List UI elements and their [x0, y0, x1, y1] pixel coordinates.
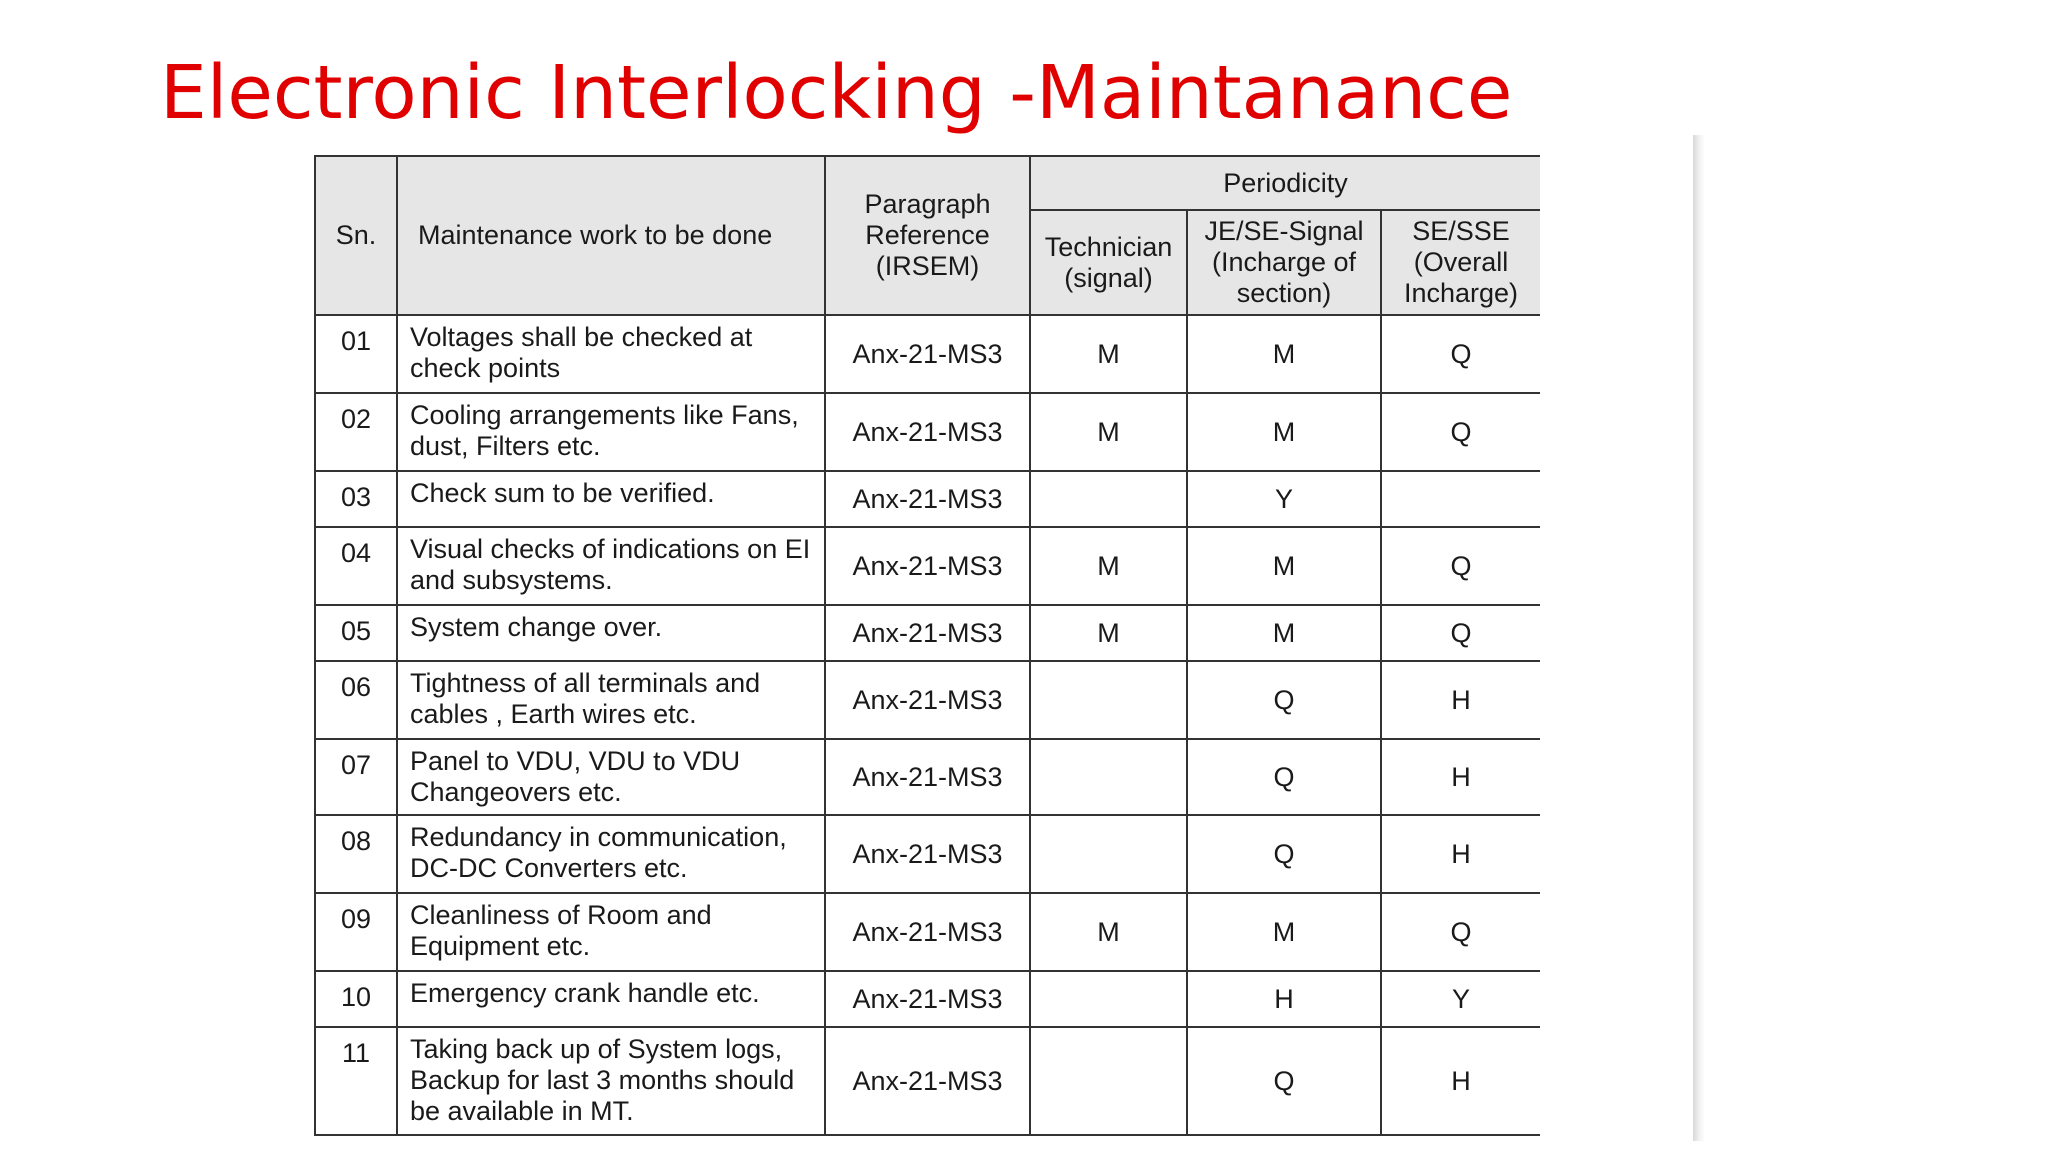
cell-sn: 06 — [315, 661, 397, 739]
cell-work: Visual checks of indications on EI and subsystems. — [397, 527, 825, 605]
cell-work: Cleanliness of Room and Equipment etc. — [397, 893, 825, 971]
cell-sn: 03 — [315, 471, 397, 527]
cell-technician: M — [1030, 893, 1187, 971]
cell-je-se: H — [1187, 971, 1381, 1027]
cell-technician — [1030, 1027, 1187, 1135]
cell-technician — [1030, 739, 1187, 815]
cell-reference: Anx-21-MS3 — [825, 893, 1030, 971]
cell-reference: Anx-21-MS3 — [825, 315, 1030, 393]
cell-je-se: M — [1187, 393, 1381, 471]
cell-reference: Anx-21-MS3 — [825, 605, 1030, 661]
cell-sn: 04 — [315, 527, 397, 605]
cell-reference: Anx-21-MS3 — [825, 527, 1030, 605]
cell-se-sse: Y — [1381, 971, 1540, 1027]
cell-se-sse: Q — [1381, 893, 1540, 971]
cell-sn: 02 — [315, 393, 397, 471]
header-reference: Paragraph Reference (IRSEM) — [825, 156, 1030, 315]
cell-reference: Anx-21-MS3 — [825, 471, 1030, 527]
cell-se-sse: Q — [1381, 527, 1540, 605]
cell-se-sse: Q — [1381, 605, 1540, 661]
cell-se-sse: Q — [1381, 393, 1540, 471]
cell-reference: Anx-21-MS3 — [825, 739, 1030, 815]
cell-reference: Anx-21-MS3 — [825, 1027, 1030, 1135]
cell-se-sse: H — [1381, 815, 1540, 893]
cell-work: Voltages shall be checked at check points — [397, 315, 825, 393]
cell-work: Check sum to be verified. — [397, 471, 825, 527]
header-sn: Sn. — [315, 156, 397, 315]
cell-work: Redundancy in communication, DC-DC Converters etc. — [397, 815, 825, 893]
right-edge-shadow — [1693, 135, 1705, 1141]
cell-reference: Anx-21-MS3 — [825, 815, 1030, 893]
cell-sn: 11 — [315, 1027, 397, 1135]
cell-sn: 08 — [315, 815, 397, 893]
cell-se-sse: Q — [1381, 315, 1540, 393]
table-row — [315, 815, 1540, 893]
cell-sn: 09 — [315, 893, 397, 971]
cell-technician: M — [1030, 393, 1187, 471]
cell-se-sse: H — [1381, 661, 1540, 739]
cell-work: Taking back up of System logs, Backup for last 3 months should be available in MT. — [397, 1027, 825, 1135]
table-body — [315, 315, 1540, 1135]
cell-je-se: M — [1187, 605, 1381, 661]
header-technician: Technician (signal) — [1030, 210, 1187, 315]
header-periodicity: Periodicity — [1030, 156, 1540, 210]
cell-se-sse: H — [1381, 739, 1540, 815]
maintenance-table — [314, 155, 1540, 1136]
table-container — [314, 155, 1540, 1141]
cell-technician: M — [1030, 527, 1187, 605]
table-row — [315, 315, 1540, 393]
table-row — [315, 393, 1540, 471]
cell-work: Emergency crank handle etc. — [397, 971, 825, 1027]
header-se-sse: SE/SSE (Overall Incharge) — [1381, 210, 1540, 315]
table-row — [315, 893, 1540, 971]
table-row — [315, 471, 1540, 527]
cell-je-se: Q — [1187, 661, 1381, 739]
cell-je-se: M — [1187, 893, 1381, 971]
cell-work: Tightness of all terminals and cables , Earth wires etc. — [397, 661, 825, 739]
cell-je-se: Q — [1187, 1027, 1381, 1135]
table-row — [315, 739, 1540, 815]
table-row — [315, 527, 1540, 605]
table-row — [315, 661, 1540, 739]
cell-technician: M — [1030, 315, 1187, 393]
cell-je-se: M — [1187, 315, 1381, 393]
cell-sn: 07 — [315, 739, 397, 815]
header-je-se: JE/SE-Signal (Incharge of section) — [1187, 210, 1381, 315]
cell-technician — [1030, 971, 1187, 1027]
cell-reference: Anx-21-MS3 — [825, 661, 1030, 739]
cell-technician — [1030, 661, 1187, 739]
cell-work: System change over. — [397, 605, 825, 661]
cell-se-sse — [1381, 471, 1540, 527]
cell-work: Panel to VDU, VDU to VDU Changeovers etc. — [397, 739, 825, 815]
cell-sn: 01 — [315, 315, 397, 393]
cell-sn: 05 — [315, 605, 397, 661]
cell-je-se: Q — [1187, 815, 1381, 893]
cell-technician — [1030, 471, 1187, 527]
cell-technician: M — [1030, 605, 1187, 661]
cell-je-se: Q — [1187, 739, 1381, 815]
cell-reference: Anx-21-MS3 — [825, 393, 1030, 471]
header-work: Maintenance work to be done — [397, 156, 825, 315]
cell-work: Cooling arrangements like Fans, dust, Filters etc. — [397, 393, 825, 471]
table-row — [315, 605, 1540, 661]
table-row — [315, 1027, 1540, 1135]
slide-title: Electronic Interlocking -Maintanance — [160, 50, 1513, 136]
cell-je-se: M — [1187, 527, 1381, 605]
table-row — [315, 971, 1540, 1027]
cell-sn: 10 — [315, 971, 397, 1027]
cell-technician — [1030, 815, 1187, 893]
cell-reference: Anx-21-MS3 — [825, 971, 1030, 1027]
cell-se-sse: H — [1381, 1027, 1540, 1135]
cell-je-se: Y — [1187, 471, 1381, 527]
